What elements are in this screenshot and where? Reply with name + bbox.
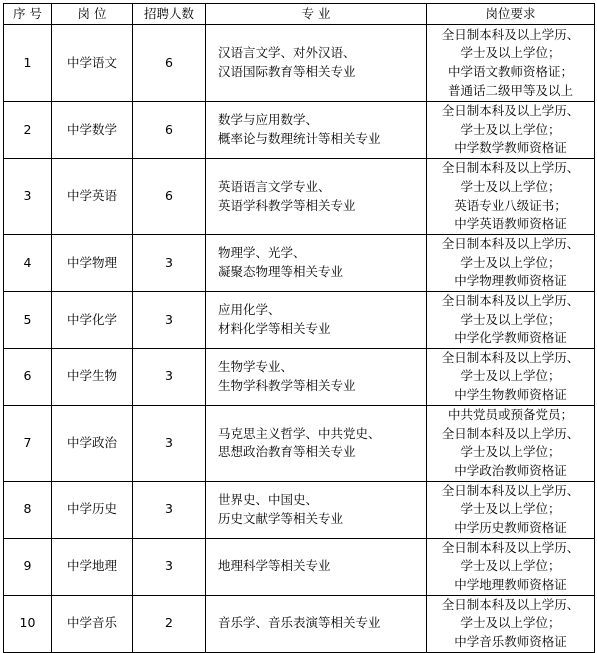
major-line: 历史文献学等相关专业 [218, 510, 344, 526]
cell-major [206, 348, 427, 405]
cell-no: 8 [4, 481, 52, 538]
cell-post: 中学地理 [52, 538, 133, 595]
cell-post: 中学历史 [52, 481, 133, 538]
requirement-line: 英语专业八级证书； [454, 197, 567, 213]
major-line: 生物学科教学等相关专业 [218, 377, 356, 393]
cell-post: 中学数学 [52, 102, 133, 159]
cell-requirements [427, 538, 595, 595]
cell-post: 中学物理 [52, 235, 133, 292]
table-row [4, 595, 595, 652]
cell-post: 中学生物 [52, 348, 133, 405]
table-row [4, 235, 595, 292]
requirement-line: 全日制本科及以上学历、 [441, 539, 580, 555]
requirement-line: 中学英语教师资格证 [454, 216, 567, 232]
cell-post: 中学化学 [52, 292, 133, 349]
requirement-line: 学士及以上学位； [460, 311, 561, 327]
cell-count: 3 [133, 348, 206, 405]
requirement-line: 中学地理教师资格证 [454, 577, 567, 593]
cell-post: 中学英语 [52, 159, 133, 235]
requirement-line: 全日制本科及以上学历、 [441, 482, 580, 498]
header-count: 招聘人数 [133, 4, 206, 25]
table-row [4, 538, 595, 595]
table-row [4, 481, 595, 538]
header-post: 岗 位 [52, 4, 133, 25]
requirement-line: 学士及以上学位； [460, 178, 561, 194]
major-line: 凝聚态物理等相关专业 [218, 264, 344, 279]
major-line: 世界史、中国史、 [218, 492, 319, 508]
requirement-line: 全日制本科及以上学历、 [441, 160, 580, 176]
cell-requirements [427, 405, 595, 481]
cell-no: 10 [4, 595, 52, 652]
cell-requirements [427, 102, 595, 159]
requirement-line: 全日制本科及以上学历、 [441, 349, 580, 365]
major-line: 英语语言文学专业、 [218, 178, 331, 194]
cell-count: 3 [133, 292, 206, 349]
header-major: 专 业 [206, 4, 427, 25]
requirement-line: 全日制本科及以上学历、 [441, 103, 580, 119]
cell-no: 4 [4, 235, 52, 292]
requirement-line: 全日制本科及以上学历、 [441, 293, 580, 308]
table-body [4, 25, 595, 653]
major-line: 汉语言文学、对外汉语、 [218, 45, 356, 61]
cell-major [206, 481, 427, 538]
cell-no: 7 [4, 405, 52, 481]
requirement-line: 学士及以上学位； [460, 615, 561, 631]
cell-count: 6 [133, 102, 206, 159]
cell-major [206, 405, 427, 481]
cell-major [206, 292, 427, 349]
table-row [4, 348, 595, 405]
table-header [4, 4, 595, 25]
requirement-line: 普通话二级甲等及以上 [447, 82, 573, 98]
cell-requirements [427, 595, 595, 652]
requirement-line: 学士及以上学位； [460, 444, 561, 460]
major-line: 思想政治教育等相关专业 [218, 444, 356, 460]
major-line: 英语学科教学等相关专业 [218, 197, 356, 213]
cell-major [206, 25, 427, 102]
cell-post: 中学政治 [52, 405, 133, 481]
cell-no: 5 [4, 292, 52, 349]
major-line: 地理科学等相关专业 [218, 558, 331, 574]
requirement-line: 学士及以上学位； [460, 368, 561, 384]
requirement-line: 中学历史教师资格证 [454, 520, 567, 536]
requirement-line: 全日制本科及以上学历、 [441, 236, 580, 252]
requirement-line: 中学语文教师资格证； [447, 64, 573, 79]
requirement-line: 中学数学教师资格证 [454, 140, 567, 156]
cell-major [206, 159, 427, 235]
table-row [4, 25, 595, 102]
header-requirements: 岗位要求 [427, 4, 595, 25]
cell-count: 2 [133, 595, 206, 652]
requirement-line: 学士及以上学位； [460, 558, 561, 574]
cell-no: 2 [4, 102, 52, 159]
major-line: 材料化学等相关专业 [218, 320, 331, 336]
major-line: 马克思主义哲学、中共党史、 [218, 425, 381, 441]
major-line: 物理学、光学、 [218, 245, 306, 261]
major-line: 音乐学、音乐表演等相关专业 [218, 615, 381, 631]
header-row [4, 4, 595, 25]
cell-count: 3 [133, 538, 206, 595]
cell-post: 中学音乐 [52, 595, 133, 652]
table-row [4, 405, 595, 481]
requirement-line: 全日制本科及以上学历、 [441, 26, 580, 42]
requirement-line: 中学音乐教师资格证 [454, 634, 567, 650]
cell-count: 3 [133, 405, 206, 481]
header-no: 序 号 [4, 4, 52, 25]
requirement-line: 学士及以上学位； [460, 254, 561, 270]
cell-no: 9 [4, 538, 52, 595]
requirement-line: 学士及以上学位； [460, 45, 561, 61]
cell-no: 1 [4, 25, 52, 102]
requirement-line: 中共党员或预备党员； [447, 407, 573, 423]
cell-post: 中学语文 [52, 25, 133, 102]
major-line: 生物学专业、 [218, 359, 294, 375]
requirement-line: 中学生物教师资格证 [454, 387, 567, 403]
cell-requirements [427, 481, 595, 538]
requirement-line: 中学化学教师资格证 [454, 330, 567, 346]
major-line: 概率论与数理统计等相关专业 [218, 131, 381, 146]
cell-requirements [427, 348, 595, 405]
cell-requirements [427, 235, 595, 292]
major-line: 应用化学、 [218, 302, 281, 318]
cell-major [206, 595, 427, 652]
recruitment-table [3, 3, 595, 653]
cell-major [206, 538, 427, 595]
requirement-line: 全日制本科及以上学历、 [441, 596, 580, 612]
table-row [4, 102, 595, 159]
requirement-line: 学士及以上学位； [460, 121, 561, 137]
cell-requirements [427, 159, 595, 235]
cell-major [206, 102, 427, 159]
table-row [4, 292, 595, 349]
requirement-line: 中学政治教师资格证 [454, 462, 567, 478]
major-line: 数学与应用数学、 [218, 112, 319, 128]
table-row [4, 159, 595, 235]
cell-major [206, 235, 427, 292]
cell-count: 6 [133, 25, 206, 102]
major-line: 汉语国际教育等相关专业 [218, 64, 356, 79]
requirement-line: 中学物理教师资格证 [454, 273, 567, 289]
requirement-line: 学士及以上学位； [460, 501, 561, 517]
cell-count: 6 [133, 159, 206, 235]
cell-count: 3 [133, 235, 206, 292]
requirement-line: 全日制本科及以上学历、 [441, 425, 580, 441]
cell-requirements [427, 25, 595, 102]
cell-requirements [427, 292, 595, 349]
cell-count: 3 [133, 481, 206, 538]
cell-no: 3 [4, 159, 52, 235]
cell-no: 6 [4, 348, 52, 405]
